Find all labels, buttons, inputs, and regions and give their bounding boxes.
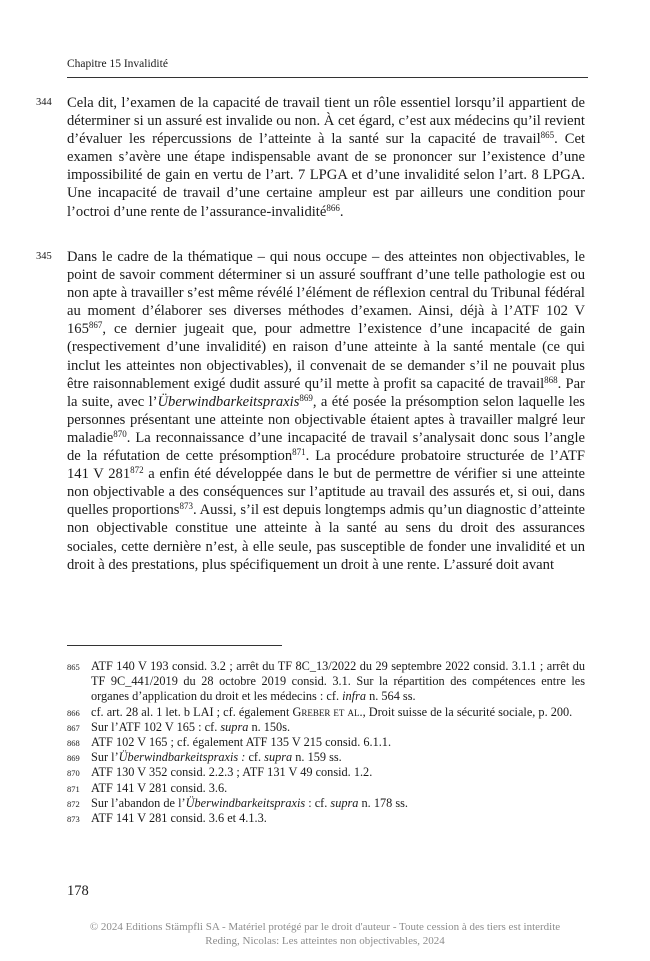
- copyright-line-2: Reding, Nicolas: Les atteintes non objectivables, 2024: [205, 935, 445, 947]
- text-segment: Sur l’ATF 102 V 165 : cf.: [91, 719, 221, 734]
- footnote-number: 866: [67, 707, 80, 718]
- paragraph-number-345: 345: [36, 251, 52, 262]
- footnotes: [67, 659, 585, 826]
- footnote-ref: 872: [130, 465, 144, 476]
- footnote-866: [67, 705, 585, 720]
- text-segment: . La reconnaissance d’une incapacité de travail s’analysait donc sous l’angle de la réfutation de cette présomption: [67, 429, 585, 465]
- text-segment: ATF 130 V 352 consid. 2.2.3 ; ATF 131 V 49 consid. 1.2.: [91, 765, 373, 780]
- footnote-869: [67, 750, 585, 765]
- footnote-number: 868: [67, 738, 80, 749]
- text-segment: ATF 102 V 165 ; cf. également ATF 135 V 215 consid. 6.1.1.: [91, 735, 392, 750]
- text-segment: Dans le cadre de la thématique – qui nous occupe – des atteintes non objectivables, le point de savoir comment déterminer si un assuré souffrant d’une telle pathologie est ou non apte à travailler s’est même révélé l’élément de réflexion central du Tribunal fédéral au moment d’élaborer ses diverses méthodes d’examen. Ainsi, déjà à l’ATF 102 V 165: [67, 249, 585, 338]
- author-name: Greber et al.: [292, 704, 363, 719]
- text-segment: n. 159 ss.: [292, 750, 342, 765]
- copyright-notice: [0, 920, 650, 948]
- page-number: 178: [67, 883, 89, 899]
- paragraph-number-344: 344: [36, 97, 52, 108]
- text-segment: ATF 141 V 281 consid. 3.6 et 4.1.3.: [91, 811, 267, 826]
- footnote-number: 865: [67, 662, 80, 672]
- footnote-ref: 873: [179, 501, 193, 512]
- italic-text: Überwindbarkeitspraxis :: [118, 750, 246, 765]
- paragraph-345: [67, 248, 585, 574]
- footnote-871: [67, 781, 585, 796]
- text-segment: . La procédure probatoire structurée de l’ATF 141 V 281: [67, 448, 585, 483]
- italic-text: Überwindbarkeitspraxis: [185, 795, 306, 810]
- footnote-868: [67, 735, 585, 750]
- chapter-header: Chapitre 15 Invalidité: [67, 58, 168, 70]
- footnote-873: [67, 811, 585, 826]
- italic-text: supra: [220, 719, 249, 734]
- text-segment: n. 564 ss.: [366, 689, 416, 704]
- text-segment: . Aussi, s’il est depuis longtemps admis qu’un diagnostic d’atteinte non objectivable constitue une atteinte à la santé au sens du droit des assurances sociales, cette dernière n’est, à elle seule, pas susceptible de fonder une invalidité et un droit à des prestations, plus spécifiquement un droit à une rente. L’assuré doit avant: [67, 502, 585, 573]
- footnote-number: 869: [67, 753, 80, 764]
- footnote-number: 867: [67, 722, 80, 733]
- footnote-number: 870: [67, 768, 80, 779]
- footnote-number: 872: [67, 798, 80, 809]
- header-rule: [67, 77, 588, 78]
- text-segment: , Droit suisse de la sécurité sociale, p. 200.: [362, 704, 573, 719]
- text-segment: Sur l’: [91, 750, 119, 765]
- text-segment: ATF 141 V 281 consid. 3.6.: [91, 780, 228, 795]
- footnote-number: 871: [67, 783, 80, 794]
- italic-text: infra: [342, 689, 367, 704]
- footnote-865: [67, 659, 585, 705]
- footnote-872: [67, 796, 585, 811]
- footnote-ref: 867: [88, 320, 103, 331]
- text-segment: Cela dit, l’examen de la capacité de travail tient un rôle essentiel lorsqu’il appartient de déterminer si un assuré est invalide ou non. À cet égard, c’est aux médecins qu’il revient d’évaluer les répercussions de l’atteinte à la santé sur la capacité de travail: [67, 95, 585, 148]
- text-segment: , ce dernier jugeait que, pour admettre l’existence d’une incapacité de gain (respectivement d’une invalidité) en raison d’une atteinte à la santé mentale (ce qui inclut les atteintes non objectivables), il convenait de se demander s’il ne pouvait plus être raisonnablement exigé dudit assuré qu’il mette à profit sa capacité de travail: [67, 321, 585, 392]
- text-segment: cf.: [245, 750, 265, 765]
- text-segment: . Par la suite, avec l’: [67, 375, 585, 410]
- footnote-ref: 870: [113, 428, 127, 439]
- footnote-ref: 869: [299, 392, 313, 403]
- text-segment: cf. art. 28 al. 1 let. b LAI ; cf. également: [91, 704, 293, 719]
- footnote-ref: 866: [326, 202, 340, 213]
- text-segment: , a été posée la présomption selon laquelle les personnes présentant une atteinte non objectivable étaient aptes à travailler malgré leur maladie: [67, 393, 585, 446]
- text-segment: n. 178 ss.: [358, 795, 408, 810]
- paragraph-344: [67, 94, 585, 221]
- italic-text: supra: [264, 750, 293, 765]
- footnote-ref: 865: [540, 130, 555, 141]
- italic-text: Überwindbarkeitspraxis: [157, 393, 300, 410]
- italic-text: supra: [330, 795, 359, 810]
- text-segment: a enfin été développée dans le but de permettre de vérifier si une atteinte non objectivable a des conséquences sur l’aptitude au travail des assurés et, si oui, dans quelles proportions: [67, 466, 585, 519]
- footnote-ref: 871: [292, 447, 306, 458]
- text-segment: . Cet examen s’avère une étape indispensable avant de se prononcer sur l’existence d’une impossibilité de gain en vertu de l’art. 7 LPGA et d’une invalidité selon l’art. 8 LPGA. Une incapacité de travail d’une certaine ampleur est par ailleurs une condition pour l’octroi d’une rente de l’assurance-invalidité: [67, 131, 585, 220]
- text-segment: .: [339, 203, 344, 220]
- footnote-separator: [67, 645, 282, 646]
- copyright-line-1: © 2024 Editions Stämpfli SA - Matériel protégé par le droit d'auteur - Toute cession à des tiers est interdite: [89, 921, 561, 933]
- text-segment: : cf.: [305, 795, 331, 810]
- footnote-number: 873: [67, 814, 80, 825]
- footnote-867: [67, 720, 585, 735]
- footnote-870: [67, 765, 585, 780]
- text-segment: n. 150s.: [248, 719, 291, 734]
- text-segment: Sur l’abandon de l’: [91, 795, 186, 810]
- text-segment: ATF 140 V 193 consid. 3.2 ; arrêt du TF 8C_13/2022 du 29 septembre 2022 consid. 3.1.1 ; arrêt du TF 9C_441/2019 du 28 octobre 2019 consid. 3.1. Sur la répartition des compétences entre les organes d’application du droit et les médecins : cf.: [91, 659, 585, 704]
- footnote-ref: 868: [544, 374, 558, 385]
